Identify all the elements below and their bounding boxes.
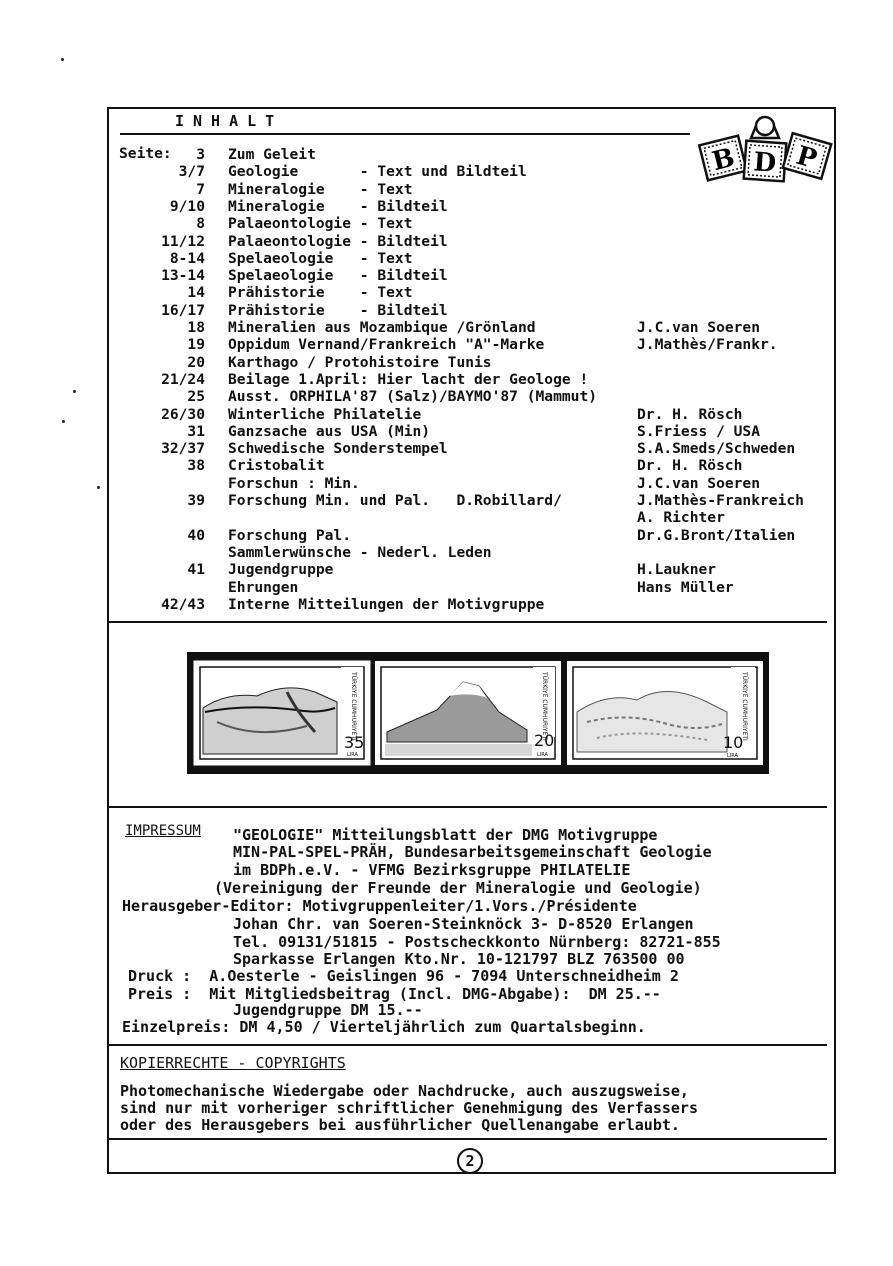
toc-page: 13-14 [161,267,205,285]
impressum-line: Einzelpreis: DM 4,50 / Vierteljährlich zum Quartalsbeginn. [122,1018,646,1036]
footer-divider [107,1138,827,1140]
stamp-currency: LIRA [727,753,738,759]
stamp-value: 35 [344,733,365,752]
toc-author: Dr.G.Bront/Italien [637,526,796,544]
toc-title: Prähistorie - Bildteil [228,301,448,319]
logo-letter: D [752,147,778,179]
toc-title: Zum Geleit [228,146,316,163]
toc-title: Schwedische Sonderstempel [228,440,448,458]
toc-title: Beilage 1.April: Hier lacht der Geologe ! [228,370,589,388]
toc-title: Forschung Pal. [228,526,352,544]
stamp-currency: LIRA [347,752,358,758]
toc-page: 39 [187,492,205,509]
impressum-line: Jugendgruppe DM 15.-- [233,1001,423,1019]
logo-letter: P [792,140,820,176]
toc-page: 21/24 [161,370,205,388]
impressum-label: IMPRESSUM [125,823,201,839]
toc-title: Jugendgruppe [228,561,334,579]
stamp-35 [194,661,370,765]
toc-page: 16/17 [161,301,205,319]
toc-title: Mineralogie - Bildteil [228,197,448,215]
toc-page: 26/30 [161,405,205,423]
toc-page: 32/37 [161,440,205,458]
stamp-country: TÜRKIYE CUMHURIYETI [350,672,357,741]
toc-author: J.C.van Soeren [637,319,761,336]
page-frame [107,107,836,1174]
toc-author: Dr. H. Rösch [637,457,743,475]
impressum-line: Johan Chr. van Soeren-Steinknöck 3- D-8520 Erlangen [233,915,694,933]
toc-page: 3/7 [178,163,205,181]
toc-title: Mineralien aus Mozambique /Grönland [228,319,536,336]
speck [62,420,65,423]
toc-author: J.C.van Soeren [637,474,761,492]
toc-page: 3 [196,146,205,163]
stamp-10 [567,661,763,765]
toc-page: 40 [187,526,205,544]
toc-title: Sammlerwünsche - Nederl. Leden [228,543,492,561]
toc-author: H.Laukner [637,561,717,579]
toc-page: 38 [187,457,205,475]
toc-page: 9/10 [169,197,205,215]
toc-title: Ehrungen [228,578,299,596]
stamp-value: 20 [534,731,555,750]
toc-title: Forschung Min. und Pal. D.Robillard/ [228,492,562,509]
toc-page: 20 [187,353,205,371]
stamp-country: TÜRKIYE CUMHURIYETI [741,672,748,741]
toc-title: Oppidum Vernand/Frankreich "A"-Marke [228,336,545,354]
logo-letter: B [709,142,738,178]
toc-author: S.A.Smeds/Schweden [637,440,796,458]
toc-author: A. Richter [637,509,725,527]
toc-title: Interne Mitteilungen der Motivgruppe [228,595,545,613]
toc-page: 31 [187,422,205,440]
toc-title: Palaeontologie - Text [228,215,413,233]
copyright-line: sind nur mit vorheriger schriftlicher Genehmigung des Verfassers [120,1099,698,1117]
toc-author: Hans Müller [637,578,734,596]
speck [97,486,100,489]
toc-title: Forschun : Min. [228,474,360,492]
toc-title: Mineralogie - Text [228,180,413,198]
stamp-currency: LIRA [537,752,548,758]
impressum-line: Sparkasse Erlangen Kto.Nr. 10-121797 BLZ 763500 00 [233,950,685,968]
toc-title: Ganzsache aus USA (Min) [228,422,431,440]
stamp-value: 10 [723,733,744,752]
stamp-country: TÜRKIYE CUMHURIYETI [541,672,548,741]
toc-title: Spelaeologie - Bildteil [228,267,448,285]
toc-page: 41 [187,561,205,579]
toc-page: 8 [196,215,205,233]
impressum-line: (Vereinigung der Freunde der Mineralogie und Geologie) [214,879,702,897]
toc-page: 8-14 [169,249,205,267]
impressum-line: Herausgeber-Editor: Motivgruppenleiter/1.Vors./Présidente [122,897,637,915]
impressum-divider [107,1044,827,1046]
stamp-divider [107,806,827,808]
toc-title: Winterliche Philatelie [228,405,422,423]
toc-author: S.Friess / USA [637,422,761,440]
toc-title: Spelaeologie - Text [228,249,413,267]
toc-author: J.Mathès-Frankreich [637,492,804,509]
impressum-line: Tel. 09131/51815 - Postscheckkonto Nürnberg: 82721-855 [233,933,721,951]
copyright-label: KOPIERRECHTE - COPYRIGHTS [120,1054,346,1072]
stamp-strip [187,652,769,774]
toc-title: Karthago / Protohistoire Tunis [228,353,492,371]
speck [61,58,64,61]
toc-author: Dr. H. Rösch [637,405,743,423]
heading-rule [120,133,690,135]
copyright-line: oder des Herausgebers bei ausführlicher Quellenangabe erlaubt. [120,1116,680,1134]
toc-page: 11/12 [161,232,205,250]
toc-title: Prähistorie - Text [228,284,413,302]
impressum-line: Preis : Mit Mitgliedsbeitrag (Incl. DMG-Abgabe): DM 25.-- [128,985,661,1003]
toc-page: 19 [187,336,205,354]
inhalt-heading: INHALT [175,112,284,130]
impressum-line: "GEOLOGIE" Mitteilungsblatt der DMG Motivgruppe [233,826,658,844]
toc-page: 14 [187,284,205,302]
page-number: 2 [457,1148,483,1174]
toc-title: Geologie - Text und Bildteil [228,163,527,181]
toc-page: 18 [187,319,205,336]
toc-divider [107,621,827,623]
stamp-20 [375,661,561,765]
toc-title: Ausst. ORPHILA'87 (Salz)/BAYMO'87 (Mammut) [228,388,598,406]
toc-page: 25 [187,388,205,406]
impressum-line: MIN-PAL-SPEL-PRÄH, Bundesarbeitsgemeinschaft Geologie [233,843,712,861]
toc-author: J.Mathès/Frankr. [637,336,778,354]
toc-title: Cristobalit [228,457,325,475]
toc-title: Palaeontologie - Bildteil [228,232,448,250]
impressum-line: im BDPh.e.V. - VFMG Bezirksgruppe PHILATELIE [233,861,631,879]
speck [73,390,76,393]
copyright-line: Photomechanische Wiedergabe oder Nachdrucke, auch auszugsweise, [120,1082,689,1100]
toc-page: 7 [196,180,205,198]
toc-page: 42/43 [161,595,205,613]
impressum-line: Druck : A.Oesterle - Geislingen 96 - 7094 Unterschneidheim 2 [128,967,679,985]
toc-prefix: Seite: [119,145,172,162]
bdph-logo [695,112,835,190]
